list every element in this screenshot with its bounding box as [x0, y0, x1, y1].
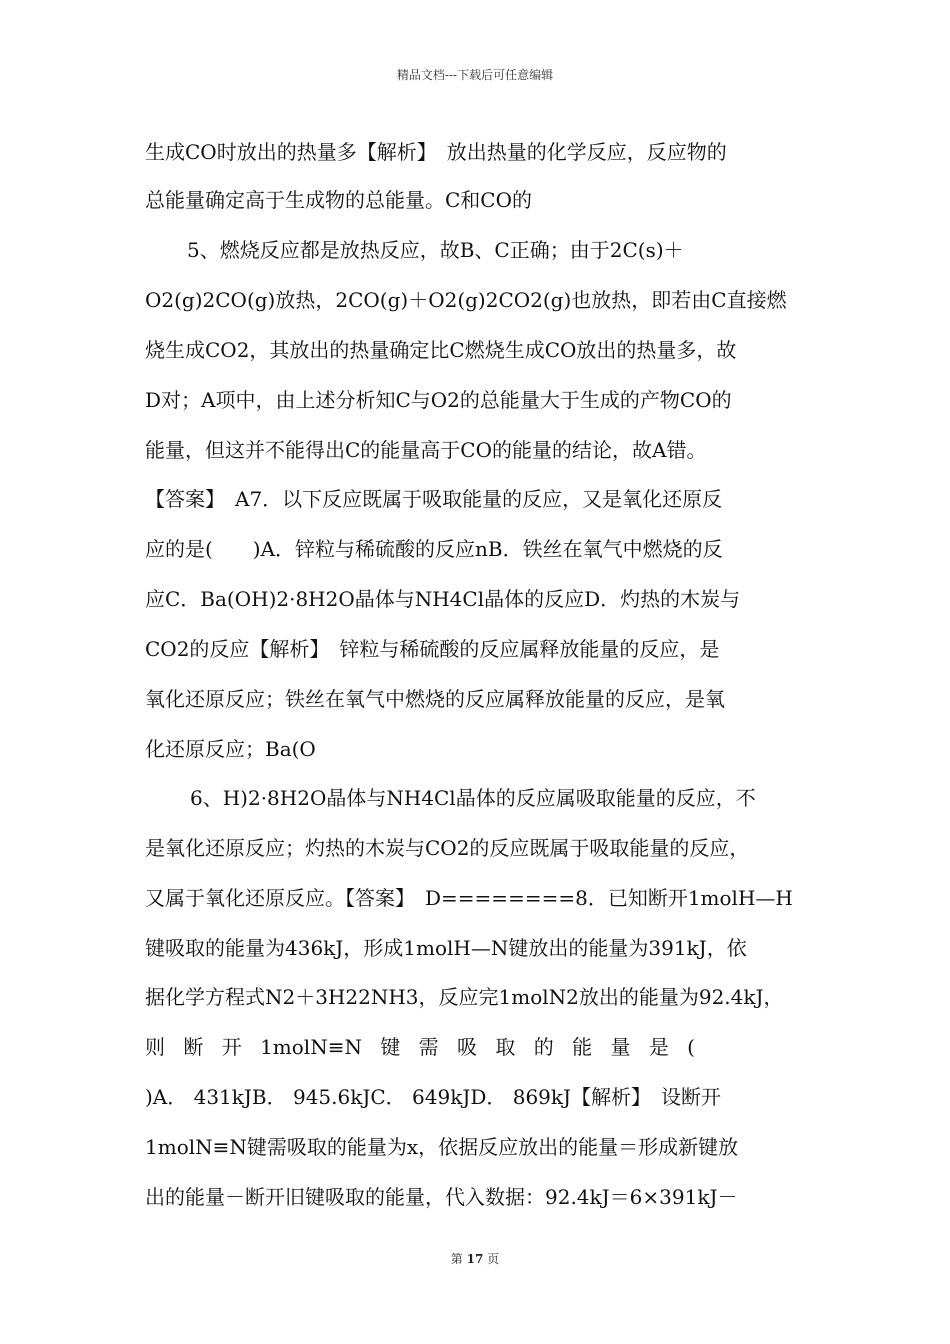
text-line: 应的是( )A．锌粒与稀硫酸的反应nB．铁丝在氧气中燃烧的反: [145, 537, 723, 561]
text-line: 烧生成CO2，其放出的热量确定比C燃烧生成CO放出的热量多，故: [145, 338, 737, 362]
text-line: CO2的反应【解析】 锌粒与稀硫酸的反应属释放能量的反应，是: [145, 637, 720, 661]
text-line: O2(g)2CO(g)放热，2CO(g)＋O2(g)2CO2(g)也放热，即若由C直接燃: [145, 288, 787, 312]
text-line: 1molN≡N键需吸取的能量为x，依据反应放出的能量＝形成新键放: [145, 1135, 739, 1159]
page-footer: [0, 1250, 950, 1267]
text-line: 氧化还原反应；铁丝在氧气中燃烧的反应属释放能量的反应，是氧: [145, 687, 725, 711]
text-line: 据化学方程式N2＋3H22NH3，反应完1molN2放出的能量为92.4kJ，: [145, 985, 784, 1009]
text-line: 5、燃烧反应都是放热反应，故B、C正确；由于2C(s)＋: [187, 238, 684, 262]
text-line: 6、H)2·8H2O晶体与NH4Cl晶体的反应属吸取能量的反应，不: [190, 786, 756, 810]
text-line: D对；A项中，由上述分析知C与O2的总能量大于生成的产物CO的: [145, 388, 732, 412]
text-line: 化还原反应；Ba(O: [145, 737, 316, 761]
text-line: 【答案】 A7．以下反应既属于吸取能量的反应，又是氧化还原反: [145, 487, 723, 511]
text-line: 是氧化还原反应；灼热的木炭与CO2的反应既属于吸取能量的反应，: [145, 836, 750, 860]
page-number-prefix: 第: [450, 1252, 463, 1266]
text-line: 又属于氧化还原反应。【答案】 D========8．已知断开1molH—H: [145, 886, 793, 910]
page-number: 17: [466, 1252, 484, 1266]
text-line: 则 断 开 1molN≡N 键 需 吸 取 的 能 量 是 (: [145, 1035, 695, 1059]
text-line: )A． 431kJB． 945.6kJC． 649kJD． 869kJ【解析】 设断开: [145, 1085, 722, 1109]
text-line: 出的能量－断开旧键吸取的能量，代入数据：92.4kJ＝6×391kJ－: [145, 1185, 738, 1209]
page-header: 精品文档---下载后可任意编辑: [396, 68, 554, 82]
text-line: 生成CO时放出的热量多【解析】 放出热量的化学反应，反应物的: [145, 140, 727, 164]
page-number-suffix: 页: [487, 1252, 500, 1266]
text-line: 键吸取的能量为436kJ，形成1molH—N键放出的能量为391kJ，依: [145, 936, 747, 960]
text-line: 能量，但这并不能得出C的能量高于CO的能量的结论，故A错。: [145, 438, 707, 462]
text-line: 总能量确定高于生成物的总能量。C和CO的: [145, 188, 533, 212]
text-line: 应C．Ba(OH)2·8H2O晶体与NH4Cl晶体的反应D．灼热的木炭与: [145, 587, 741, 611]
